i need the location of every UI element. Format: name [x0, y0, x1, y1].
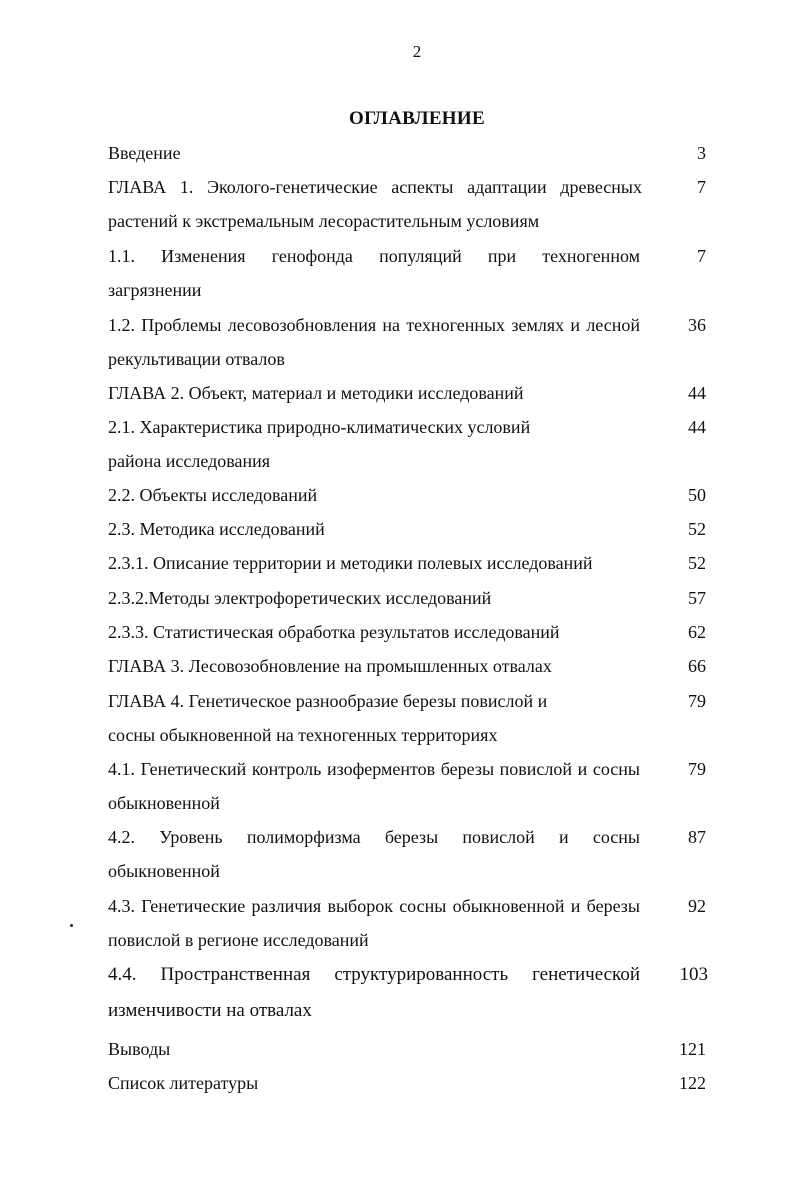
toc-entry-text: ГЛАВА 3. Лесовозобновление на промышленных отвалах	[108, 656, 552, 676]
toc-entry-page: 7	[697, 177, 706, 197]
toc-entry-page: 62	[688, 622, 706, 642]
toc-entry-text: 4.3. Генетические различия выборок сосны обыкновенной и березы повислой в регионе исследований	[108, 896, 640, 951]
toc-entry-text: 2.3. Методика исследований	[108, 519, 325, 539]
toc-entry-text: 4.1. Генетический контроль изоферментов березы повислой и сосны обыкновенной	[108, 759, 640, 814]
toc-entry-page: 3	[697, 143, 706, 163]
toc-entry-page: 36	[688, 315, 706, 335]
toc-entry-text: 4.2. Уровень полиморфизма березы повислой и сосны обыкновенной	[108, 827, 640, 882]
toc-entry-text: 1.1. Изменения генофонда популяций при техногенном загрязнении	[108, 246, 640, 301]
toc-entry-page: 7	[697, 246, 706, 266]
toc-entry-text: ГЛАВА 2. Объект, материал и методики исследований	[108, 383, 524, 403]
toc-entry-page: 103	[679, 964, 708, 985]
toc-entry-page: 57	[688, 588, 706, 608]
toc-entry-page: 87	[688, 827, 706, 847]
toc-entry-text: 1.2. Проблемы лесовозобновления на техногенных землях и лесной рекультивации отвалов	[108, 315, 640, 370]
toc-entry-page: 122	[679, 1073, 706, 1093]
toc-entry-text: 4.4. Пространственная структурированность генетической изменчивости на отвалах	[108, 964, 640, 1021]
toc-entry-text: 2.3.1. Описание территории и методики полевых исследований	[108, 553, 593, 573]
toc-entry-text: 2.3.3. Статистическая обработка результатов исследований	[108, 622, 560, 642]
toc-entry-text: Список литературы	[108, 1073, 259, 1093]
toc-entry-page: 79	[688, 759, 706, 779]
page-number: 2	[412, 42, 422, 61]
toc-entry-page: 44	[688, 417, 706, 437]
toc-entry-text: 2.3.2.Методы электрофоретических исследований	[108, 588, 492, 608]
toc-entry-text: 2.2. Объекты исследований	[108, 485, 318, 505]
toc-entry-page: 52	[688, 519, 706, 539]
toc-title: ОГЛАВЛЕНИЕ	[349, 108, 485, 129]
toc-entry-page: 92	[688, 896, 706, 916]
toc-entry-text: Введение	[108, 143, 181, 163]
toc-entry-page: 50	[688, 485, 706, 505]
toc-entry-page: 52	[688, 553, 706, 573]
toc-entry-text: Выводы	[108, 1039, 171, 1059]
toc-entry-text: 2.1. Характеристика природно-климатических условий района исследования	[108, 417, 531, 472]
margin-dot	[70, 924, 73, 927]
toc-entry-page: 79	[688, 691, 706, 711]
toc-entry-page: 121	[679, 1039, 706, 1059]
toc-entry-page: 44	[688, 383, 706, 403]
toc-entry-text: ГЛАВА 4. Генетическое разнообразие березы повислой и сосны обыкновенной на техногенных территориях	[108, 691, 548, 746]
toc-entry-page: 66	[688, 656, 706, 676]
toc-entry-text: ГЛАВА 1. Эколого-генетические аспекты адаптации древесных растений к экстремальным лесорастительным условиям	[108, 177, 642, 232]
